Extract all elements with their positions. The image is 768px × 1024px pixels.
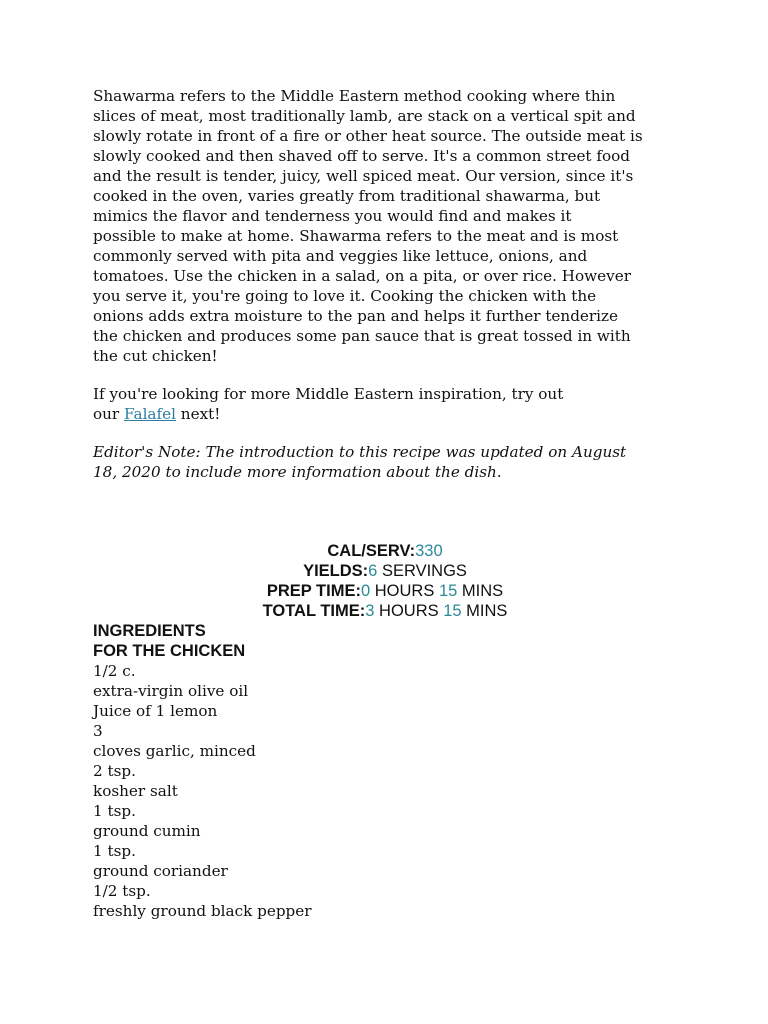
ingredient-line: ground cumin	[93, 822, 201, 840]
yields-label: YIELDS:	[303, 562, 369, 580]
prep-time-line	[93, 581, 677, 601]
ingredient-line: extra-virgin olive oil	[93, 682, 249, 700]
total-hours-value: 3	[365, 602, 375, 620]
ingredients-heading: INGREDIENTS	[93, 622, 206, 640]
falafel-link[interactable]: Falafel	[124, 405, 176, 423]
total-time-line	[93, 601, 677, 621]
prep-time-label: PREP TIME:	[266, 582, 361, 600]
prep-mins-value: 15	[438, 582, 458, 600]
total-mins-value: 15	[443, 602, 462, 620]
recipe-stats	[93, 541, 677, 621]
prep-hours-unit: HOURS	[370, 582, 439, 600]
ingredient-line: kosher salt	[93, 782, 178, 800]
recipe-page	[93, 86, 683, 921]
ingredient-line: 1/2 tsp.	[93, 882, 151, 900]
inspiration-prefix: our	[93, 405, 125, 423]
yields-unit: SERVINGS	[377, 562, 467, 580]
inspiration-suffix: next!	[175, 405, 221, 423]
intro-line: slowly cooked and then shaved off to serve. It's a common street food	[93, 147, 630, 165]
ingredient-line: 1 tsp.	[93, 802, 136, 820]
ingredient-line: cloves garlic, minced	[93, 742, 256, 760]
intro-line: onions adds extra moisture to the pan and helps it further tenderize	[93, 307, 619, 325]
inspiration-line	[93, 404, 683, 424]
calories-label: CAL/SERV:	[327, 542, 416, 560]
editors-note-line: Editor's Note: The introduction to this recipe was updated on August	[93, 443, 627, 461]
inspiration-line: If you're looking for more Middle Eastern inspiration, try out	[93, 385, 564, 403]
calories-value: 330	[415, 542, 443, 560]
yields-value: 6	[368, 562, 378, 580]
intro-line: slowly rotate in front of a fire or other heat source. The outside meat is	[93, 127, 643, 145]
yields-line	[93, 561, 677, 581]
ingredient-line: 1 tsp.	[93, 842, 136, 860]
intro-line: and the result is tender, juicy, well spiced meat. Our version, since it's	[93, 167, 634, 185]
intro-line: cooked in the oven, varies greatly from traditional shawarma, but	[93, 187, 601, 205]
total-hours-unit: HOURS	[374, 602, 444, 620]
intro-line: you serve it, you're going to love it. Cooking the chicken with the	[93, 287, 597, 305]
prep-hours-value: 0	[360, 582, 371, 600]
ingredient-line: Juice of 1 lemon	[93, 702, 218, 720]
ingredients-section	[93, 621, 683, 921]
ingredient-line: ground coriander	[93, 862, 228, 880]
ingredients-subheading: FOR THE CHICKEN	[93, 642, 246, 660]
ingredient-line: 3	[93, 722, 103, 740]
calories-line	[93, 541, 677, 561]
intro-line: tomatoes. Use the chicken in a salad, on a pita, or over rice. However	[93, 267, 631, 285]
ingredient-line: 1/2 c.	[93, 662, 136, 680]
ingredient-line: 2 tsp.	[93, 762, 136, 780]
editors-note-line: 18, 2020 to include more information about the dish.	[93, 463, 502, 481]
prep-mins-unit: MINS	[457, 582, 504, 600]
intro-line: the chicken and produces some pan sauce that is great tossed in with	[93, 327, 631, 345]
intro-line: commonly served with pita and veggies like lettuce, onions, and	[93, 247, 588, 265]
inspiration-paragraph	[93, 384, 683, 424]
total-mins-unit: MINS	[461, 602, 508, 620]
ingredient-line: freshly ground black pepper	[93, 902, 312, 920]
intro-line: mimics the flavor and tenderness you would find and makes it	[93, 207, 572, 225]
intro-line: the cut chicken!	[93, 347, 218, 365]
intro-line: slices of meat, most traditionally lamb, are stack on a vertical spit and	[93, 107, 636, 125]
intro-line: possible to make at home. Shawarma refers to the meat and is most	[93, 227, 619, 245]
intro-line: Shawarma refers to the Middle Eastern method cooking where thin	[93, 87, 616, 105]
total-time-label: TOTAL TIME:	[262, 602, 366, 620]
intro-paragraph	[93, 86, 683, 366]
editors-note	[93, 442, 683, 482]
